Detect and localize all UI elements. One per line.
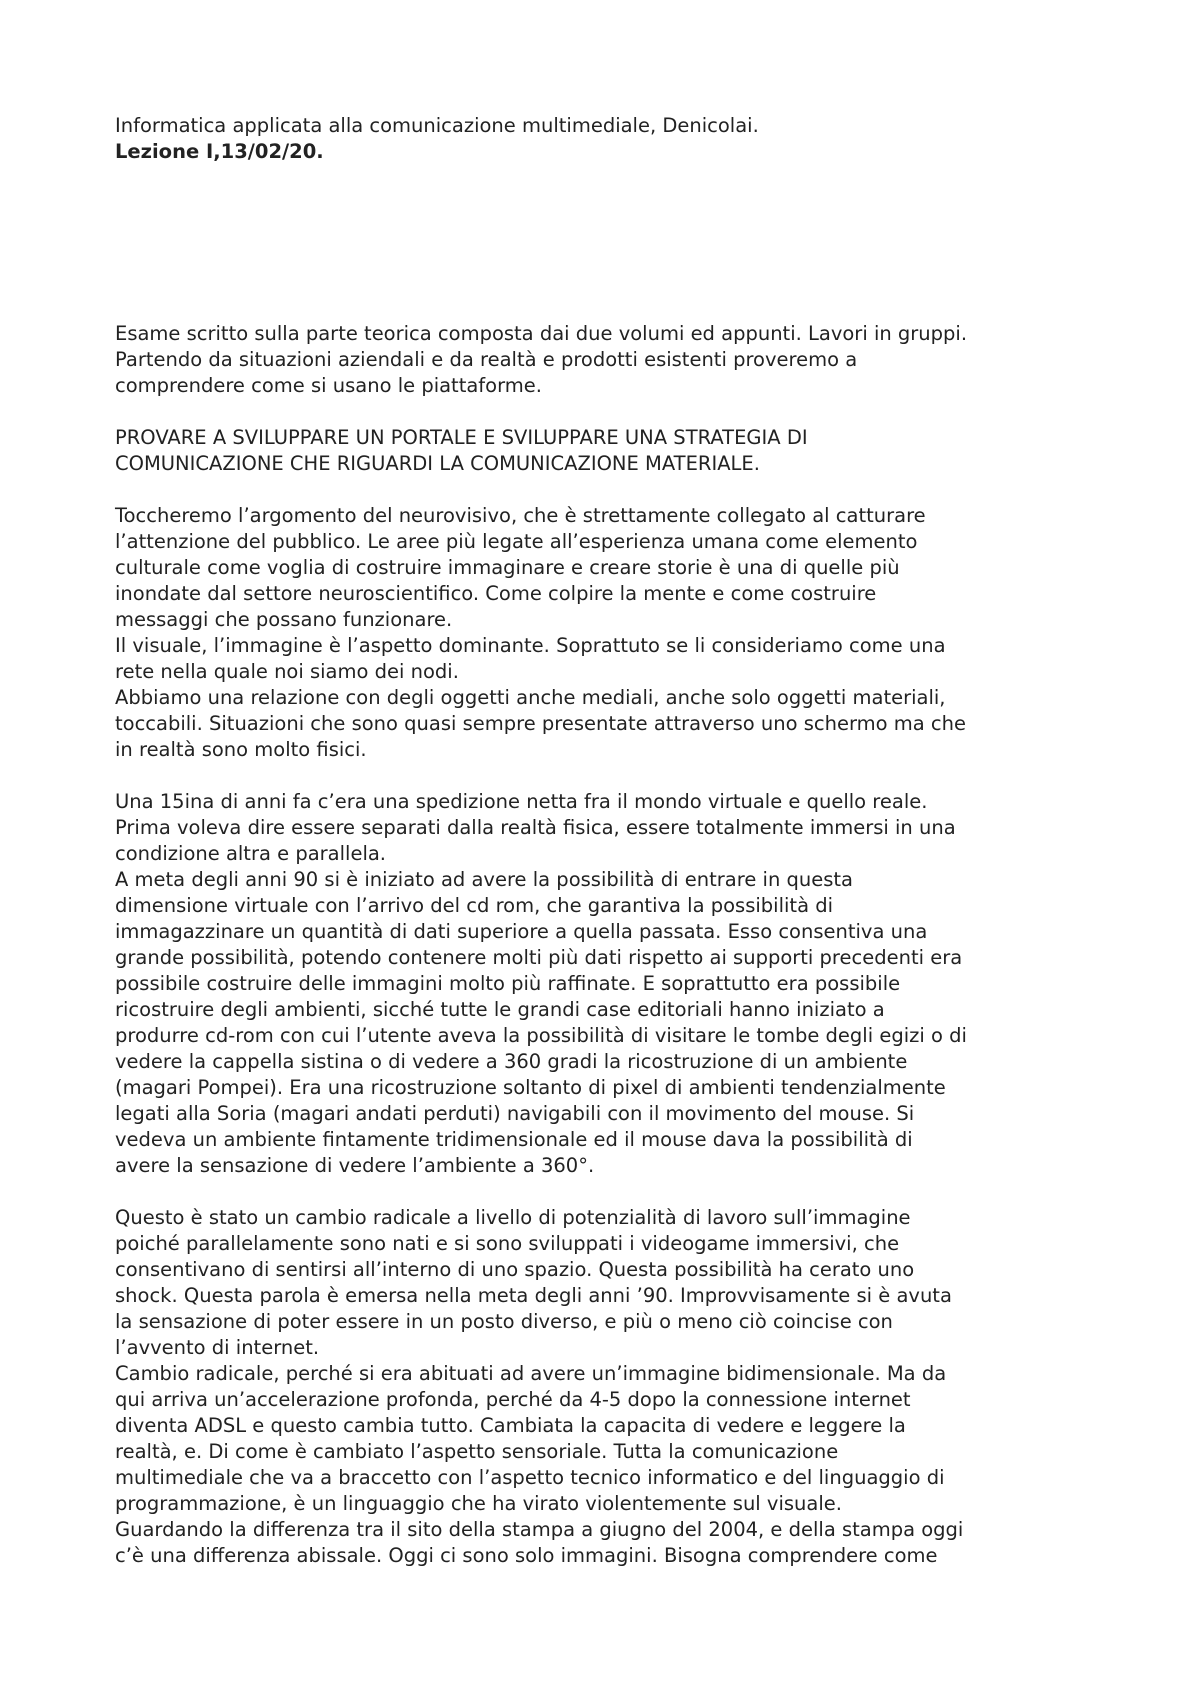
- text-line: qui arriva un’accelerazione profonda, perché da 4-5 dopo la connessione internet: [115, 1388, 911, 1411]
- text-line: produrre cd-rom con cui l’utente aveva la possibilità di visitare le tombe degli egizi o di: [115, 1024, 967, 1047]
- text-line: l’avvento di internet.: [115, 1336, 320, 1359]
- text-line: Cambio radicale, perché si era abituati ad avere un’immagine bidimensionale. Ma da: [115, 1362, 947, 1385]
- text-line: inondate dal settore neuroscientifico. Come colpire la mente e come costruire: [115, 582, 877, 605]
- text-line: messaggi che possano funzionare.: [115, 608, 453, 631]
- paragraph-radical-change: [115, 1205, 1115, 1569]
- text-line: Partendo da situazioni aziendali e da realtà e prodotti esistenti proveremo a: [115, 348, 858, 371]
- document-title: Informatica applicata alla comunicazione multimediale, Denicolai.: [115, 114, 759, 137]
- text-line: programmazione, è un linguaggio che ha virato violentemente sul visuale.: [115, 1492, 842, 1515]
- document-header: [115, 113, 1115, 165]
- text-line: multimediale che va a braccetto con l’aspetto tecnico informatico e del linguaggio di: [115, 1466, 945, 1489]
- text-line: la sensazione di poter essere in un posto diverso, e più o meno ciò coincise con: [115, 1310, 893, 1333]
- text-line: grande possibilità, potendo contenere molti più dati rispetto ai supporti precedenti era: [115, 946, 963, 969]
- text-line: COMUNICAZIONE CHE RIGUARDI LA COMUNICAZIONE MATERIALE.: [115, 452, 760, 475]
- text-line: toccabili. Situazioni che sono quasi sempre presentate attraverso uno schermo ma che: [115, 712, 967, 735]
- text-line: comprendere come si usano le piattaforme.: [115, 374, 542, 397]
- text-line: Abbiamo una relazione con degli oggetti anche mediali, anche solo oggetti materiali,: [115, 686, 946, 709]
- paragraph-exam: [115, 321, 1115, 399]
- text-line: l’attenzione del pubblico. Le aree più legate all’esperienza umana come elemento: [115, 530, 918, 553]
- text-line: PROVARE A SVILUPPARE UN PORTALE E SVILUPPARE UNA STRATEGIA DI: [115, 426, 808, 449]
- text-line: Prima voleva dire essere separati dalla realtà fisica, essere totalmente immersi in una: [115, 816, 956, 839]
- text-line: condizione altra e parallela.: [115, 842, 387, 865]
- lesson-date: Lezione I,13/02/20.: [115, 140, 324, 163]
- text-line: avere la sensazione di vedere l’ambiente a 360°.: [115, 1154, 595, 1177]
- text-line: culturale come voglia di costruire immaginare e creare storie è una di quelle più: [115, 556, 900, 579]
- text-line: Esame scritto sulla parte teorica composta dai due volumi ed appunti. Lavori in gruppi.: [115, 322, 968, 345]
- text-line: dimensione virtuale con l’arrivo del cd rom, che garantiva la possibilità di: [115, 894, 834, 917]
- text-line: (magari Pompei). Era una ricostruzione soltanto di pixel di ambienti tendenzialmente: [115, 1076, 946, 1099]
- text-line: poiché parallelamente sono nati e si sono sviluppati i videogame immersivi, che: [115, 1232, 900, 1255]
- text-line: legati alla Soria (magari andati perduti) navigabili con il movimento del mouse. Si: [115, 1102, 915, 1125]
- document-body: [115, 321, 1115, 1569]
- text-line: Questo è stato un cambio radicale a livello di potenzialità di lavoro sull’immagine: [115, 1206, 911, 1229]
- text-line: consentivano di sentirsi all’interno di uno spazio. Questa possibilità ha cerato uno: [115, 1258, 915, 1281]
- text-line: realtà, e. Di come è cambiato l’aspetto sensoriale. Tutta la comunicazione: [115, 1440, 839, 1463]
- text-line: Guardando la differenza tra il sito della stampa a giugno del 2004, e della stampa oggi: [115, 1518, 964, 1541]
- text-line: Toccheremo l’argomento del neurovisivo, che è strettamente collegato al catturare: [115, 504, 926, 527]
- text-line: c’è una differenza abissale. Oggi ci sono solo immagini. Bisogna comprendere come: [115, 1544, 938, 1567]
- paragraph-virtual: [115, 789, 1115, 1179]
- text-line: ricostruire degli ambienti, sicché tutte le grandi case editoriali hanno iniziato a: [115, 998, 885, 1021]
- text-line: Una 15ina di anni fa c’era una spedizione netta fra il mondo virtuale e quello reale.: [115, 790, 928, 813]
- text-line: Il visuale, l’immagine è l’aspetto dominante. Soprattuto se li consideriamo come una: [115, 634, 946, 657]
- text-line: in realtà sono molto fisici.: [115, 738, 367, 761]
- text-line: diventa ADSL e questo cambia tutto. Cambiata la capacita di vedere e leggere la: [115, 1414, 906, 1437]
- paragraph-neurovisual: [115, 503, 1115, 763]
- text-line: vedere la cappella sistina o di vedere a 360 gradi la ricostruzione di un ambiente: [115, 1050, 908, 1073]
- text-line: rete nella quale noi siamo dei nodi.: [115, 660, 459, 683]
- paragraph-goal: [115, 425, 1115, 477]
- text-line: possibile costruire delle immagini molto più raffinate. E soprattutto era possibile: [115, 972, 901, 995]
- text-line: shock. Questa parola è emersa nella meta degli anni ’90. Improvvisamente si è avuta: [115, 1284, 952, 1307]
- text-line: immagazzinare un quantità di dati superiore a quella passata. Esso consentiva una: [115, 920, 928, 943]
- text-line: vedeva un ambiente fintamente tridimensionale ed il mouse dava la possibilità di: [115, 1128, 913, 1151]
- text-line: A meta degli anni 90 si è iniziato ad avere la possibilità di entrare in questa: [115, 868, 853, 891]
